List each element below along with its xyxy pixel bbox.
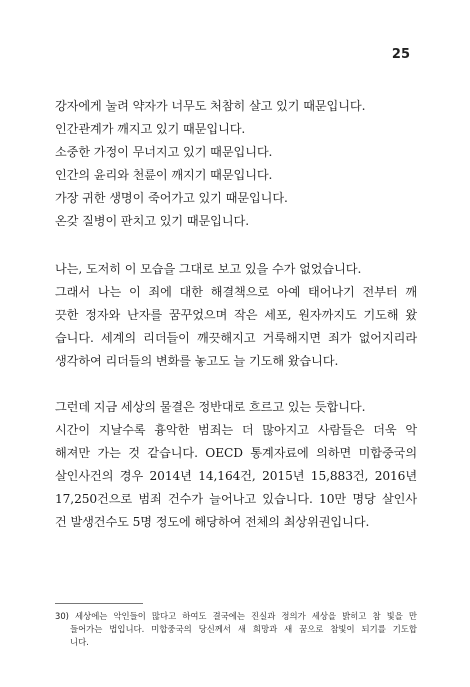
body-line: 건 발생건수도 5명 정도에 해당하여 전체의 최상위권입니다. — [55, 515, 370, 529]
body-line: 17,250건으로 범죄 건수가 늘어나고 있습니다. 10만 명당 살인사 — [55, 492, 417, 506]
footnote-line: 들어가는 법입니다. 미합중국의 당신께서 새 희망과 새 꿈으로 참빛이 되기를 기도합 — [70, 624, 417, 634]
body-line: 그래서 나는 이 죄에 대한 해결책으로 아예 태어나기 전부터 깨 — [55, 285, 417, 299]
body-line: 강자에게 눌려 약자가 너무도 처참히 살고 있기 때문입니다. — [55, 99, 366, 113]
body-line: 그런데 지금 세상의 물결은 정반대로 흐르고 있는 듯합니다. — [55, 400, 366, 414]
body-line: 가장 귀한 생명이 죽어가고 있기 때문입니다. — [55, 191, 288, 205]
body-line: 습니다. 세계의 리더들이 깨끗해지고 거룩해지면 죄가 없어지리라 — [55, 331, 417, 345]
body-line: 소중한 가정이 무너지고 있기 때문입니다. — [55, 145, 273, 159]
body-line: 시간이 지날수록 흉악한 범죄는 더 많아지고 사람들은 더욱 악 — [55, 423, 417, 437]
body-line: 살인사건의 경우 2014년 14,164건, 2015년 15,883건, 2016년 — [55, 469, 417, 483]
body-line: 생각하여 리더들의 변화를 놓고도 늘 기도해 왔습니다. — [55, 354, 339, 368]
body-line: 해져만 가는 것 같습니다. OECD 통계자료에 의하면 미합중국의 — [55, 446, 417, 460]
footnote-line: 30) 세상에는 악인들이 많다고 하여도 결국에는 진실과 정의가 세상을 밝히고 참 빛을 만 — [55, 611, 417, 621]
body-line: 나는, 도저히 이 모습을 그대로 보고 있을 수가 없었습니다. — [55, 262, 362, 276]
body-line: 온갖 질병이 판치고 있기 때문입니다. — [55, 214, 249, 228]
body-line: 끗한 정자와 난자를 꿈꾸었으며 작은 세포, 원자까지도 기도해 왔 — [55, 308, 417, 322]
body-line: 인간의 윤리와 천륜이 깨지기 때문입니다. — [55, 168, 273, 182]
footnote-line: 니다. — [70, 637, 89, 647]
body-line: 인간관계가 깨지고 있기 때문입니다. — [55, 122, 246, 136]
footnote-divider — [55, 603, 143, 604]
page-number: 25 — [391, 47, 410, 62]
